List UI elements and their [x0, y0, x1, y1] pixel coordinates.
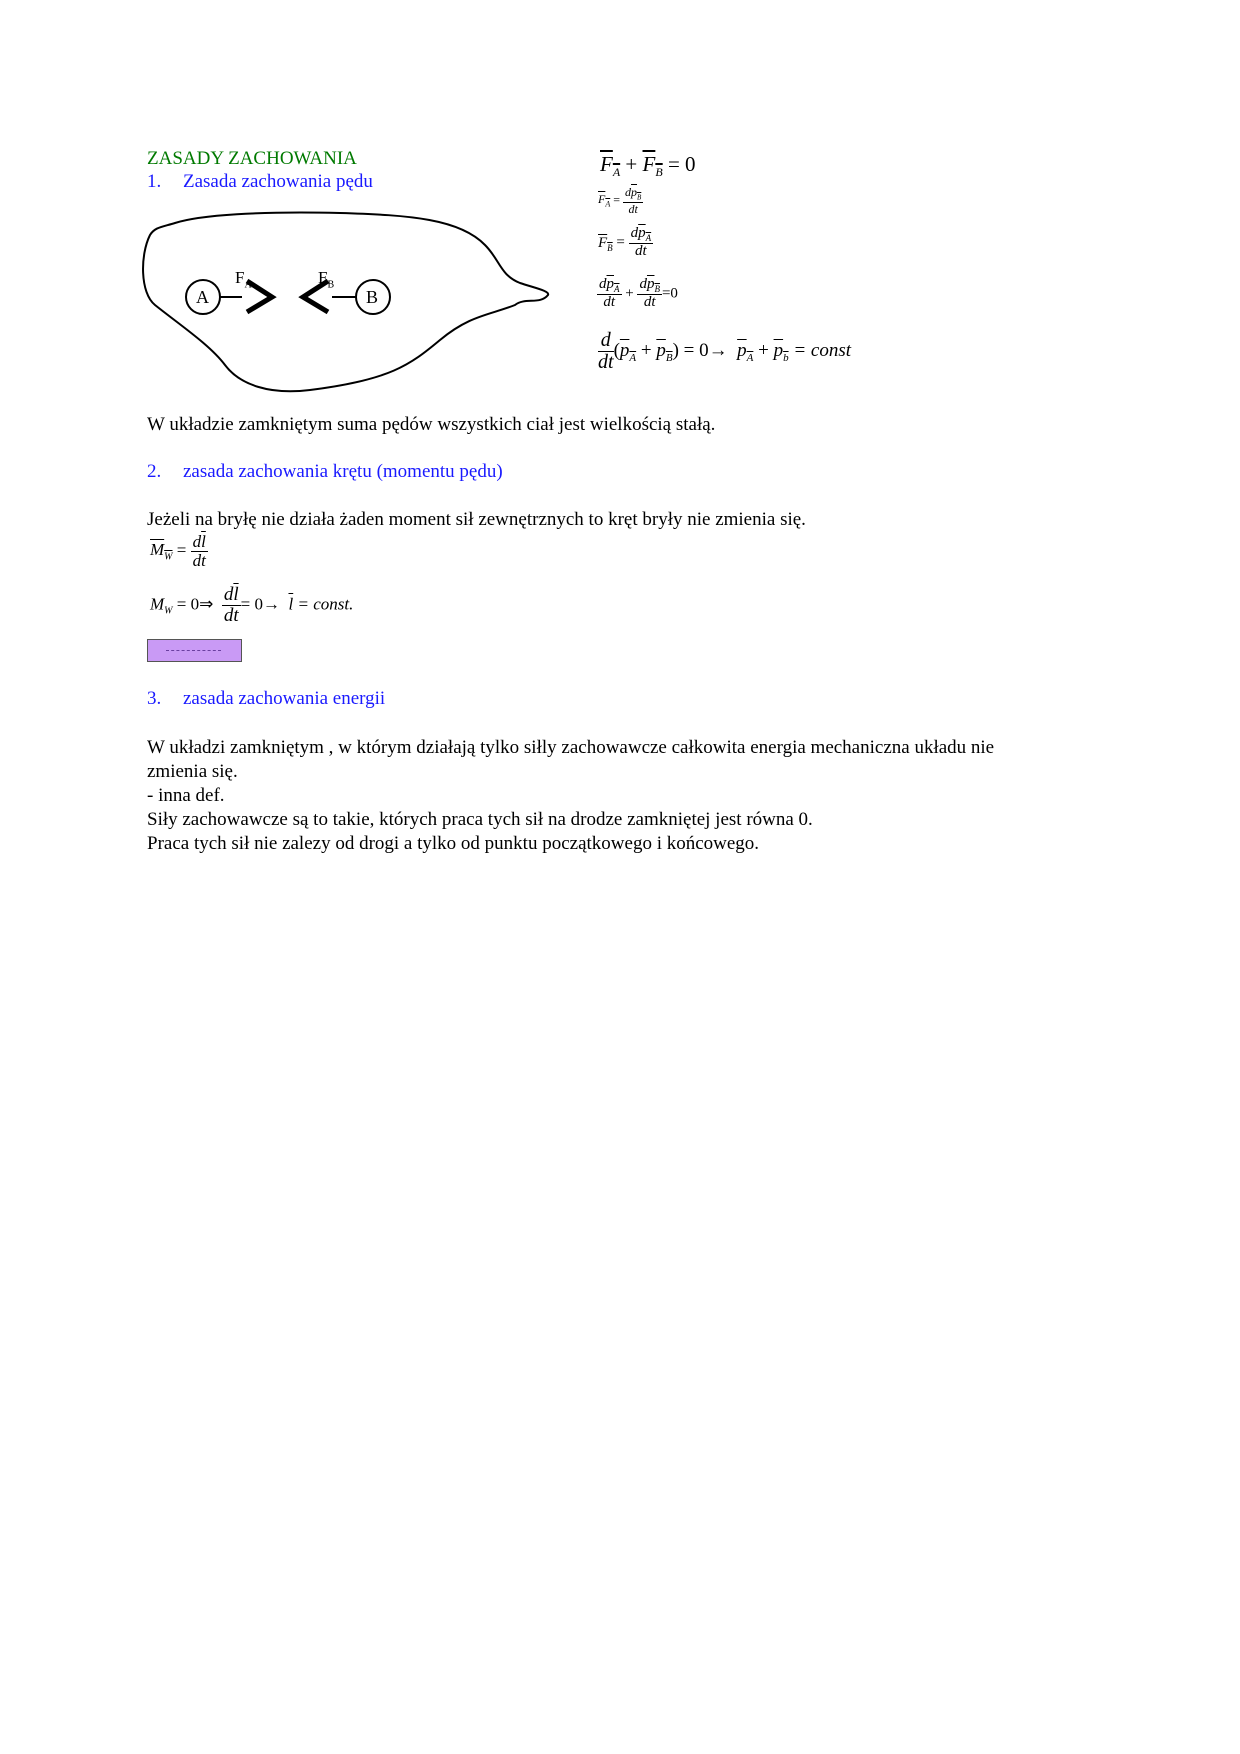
equation-derivative-sum: $\frac{dp_A}{dt}$ + $\frac{dp_B}{dt}$ =0 [599, 276, 678, 311]
highlight-box-line [166, 650, 221, 651]
section-2-number: 2. [147, 461, 162, 482]
section-3-heading [147, 688, 385, 710]
paragraph-momentum: W układzie zamkniętym suma pędów wszystkich ciał jest wielkością stałą. [147, 414, 716, 435]
section-2-title: zasada zachowania krętu (momentu pędu) [183, 461, 503, 482]
paragraph-energy-line-5: Praca tych sił nie zalezy od drogi a tylko od punktu początkowego i końcowego. [147, 833, 760, 854]
body-b-label: B [366, 287, 379, 307]
equation-force-a: $F_A$ = $\frac{dp_B}{dt}$ [598, 185, 642, 216]
equation-momentum-const: $\frac{d}{dt}$ $(p_A + p_B) = 0\to p_A + p_b$ = const [598, 329, 852, 373]
document-title: ZASADY ZACHOWANIA [147, 148, 357, 169]
section-1-heading [147, 171, 373, 193]
section-1-title: Zasada zachowania pędu [183, 171, 373, 192]
paragraph-energy-line-2: zmienia się. [147, 761, 238, 782]
section-3-number: 3. [147, 688, 162, 709]
section-3-title: zasada zachowania energii [183, 688, 386, 709]
force-b-label: $F_B$ [318, 268, 335, 291]
paragraph-energy-line-4: Siły zachowawcze są to takie, których praca tych sił na drodze zamkniętej jest równa 0. [147, 809, 813, 830]
section-1-number: 1. [147, 171, 162, 192]
highlight-box [147, 639, 242, 662]
force-a-label: $F_A$ [235, 268, 252, 291]
equation-moment-const: $M_W$ = 0⇒ $\frac{d\overline{l}}{dt}$ = $0\to \overline{l}$ = const. [150, 584, 354, 626]
equation-force-b: $F_B$ = $\frac{dp_A}{dt}$ [598, 225, 652, 260]
equation-moment: $M_W$ = $\frac{d\overline{l}}{dt}$ [150, 532, 206, 570]
paragraph-energy-line-3: - inna def. [147, 785, 225, 806]
body-a-label: A [196, 287, 209, 307]
equation-forces-sum: $F_A + F_B = 0$ [600, 152, 696, 180]
paragraph-angular-momentum: Jeżeli na bryłę nie działa żaden moment sił zewnętrznych to kręt bryły nie zmienia się. [147, 509, 806, 530]
section-2-heading [147, 461, 503, 483]
paragraph-energy-line-1: W układzi zamkniętym , w którym działają tylko siłly zachowawcze całkowita energia mechaniczna układu nie [147, 737, 995, 758]
